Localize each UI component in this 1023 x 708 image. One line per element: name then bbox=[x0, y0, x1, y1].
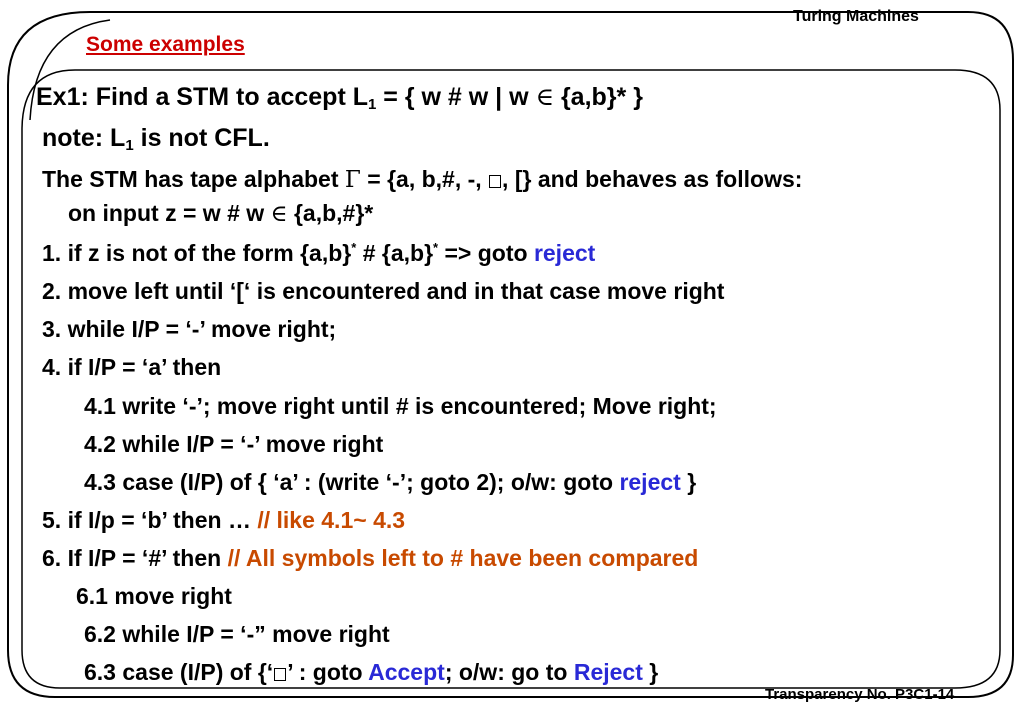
step-3: 3. while I/P = ‘-’ move right; bbox=[42, 316, 337, 342]
step-4-3: 4.3 case (I/P) of { ‘a’ : (write ‘-’; goto 2); o/w: goto reject } bbox=[84, 469, 697, 495]
step-6-1: 6.1 move right bbox=[76, 583, 232, 609]
reject-keyword: reject bbox=[533, 240, 596, 266]
reject-keyword: reject bbox=[619, 469, 681, 495]
section-header: Turing Machines bbox=[793, 8, 919, 25]
alphabet-line-2: on input z = w # w ∈ {a,b,#}* bbox=[68, 200, 374, 227]
reject-keyword: Reject bbox=[573, 659, 643, 685]
accept-keyword: Accept bbox=[368, 659, 445, 685]
page-title: Some examples bbox=[86, 33, 245, 56]
example-heading: Ex1: Find a STM to accept $L_1$ = { w # w | w ∈ {a,b}* } bbox=[36, 82, 643, 113]
blank-symbol-box bbox=[489, 175, 501, 188]
step-4-2: 4.2 while I/P = ‘-’ move right bbox=[84, 431, 384, 457]
step-6-3: 6.3 case (I/P) of {‘ ’ : goto Accept; o/w: go to Reject } bbox=[84, 659, 659, 685]
step-4: 4. if I/P = ‘a’ then bbox=[42, 354, 222, 380]
step-1: 1. if z is not of the form {a,b}* # {a,b}* => goto reject bbox=[42, 240, 596, 266]
step-4-1: 4.1 write ‘-’; move right until # is encountered; Move right; bbox=[84, 393, 717, 419]
step-5: 5. if I/p = ‘b’ then … // like 4.1~ 4.3 bbox=[42, 507, 406, 533]
comment: // All symbols left to # have been compared bbox=[227, 545, 699, 571]
step-6-2: 6.2 while I/P = ‘-” move right bbox=[84, 621, 390, 647]
step-2: 2. move left until ‘[‘ is encountered and in that case move right bbox=[42, 278, 725, 304]
step-6: 6. If I/P = ‘#’ then // All symbols left to # have been compared bbox=[42, 545, 699, 571]
footer-transparency: Transparency No. P3C1-14 bbox=[765, 686, 955, 703]
comment: // like 4.1~ 4.3 bbox=[257, 507, 406, 533]
alphabet-line-1: The STM has tape alphabet Γ = {a, b,#, -, , [} and behaves as follows: bbox=[42, 166, 803, 193]
note-line: note: $L_1$ is not CFL. bbox=[42, 124, 270, 154]
blank-symbol-box bbox=[274, 668, 286, 681]
